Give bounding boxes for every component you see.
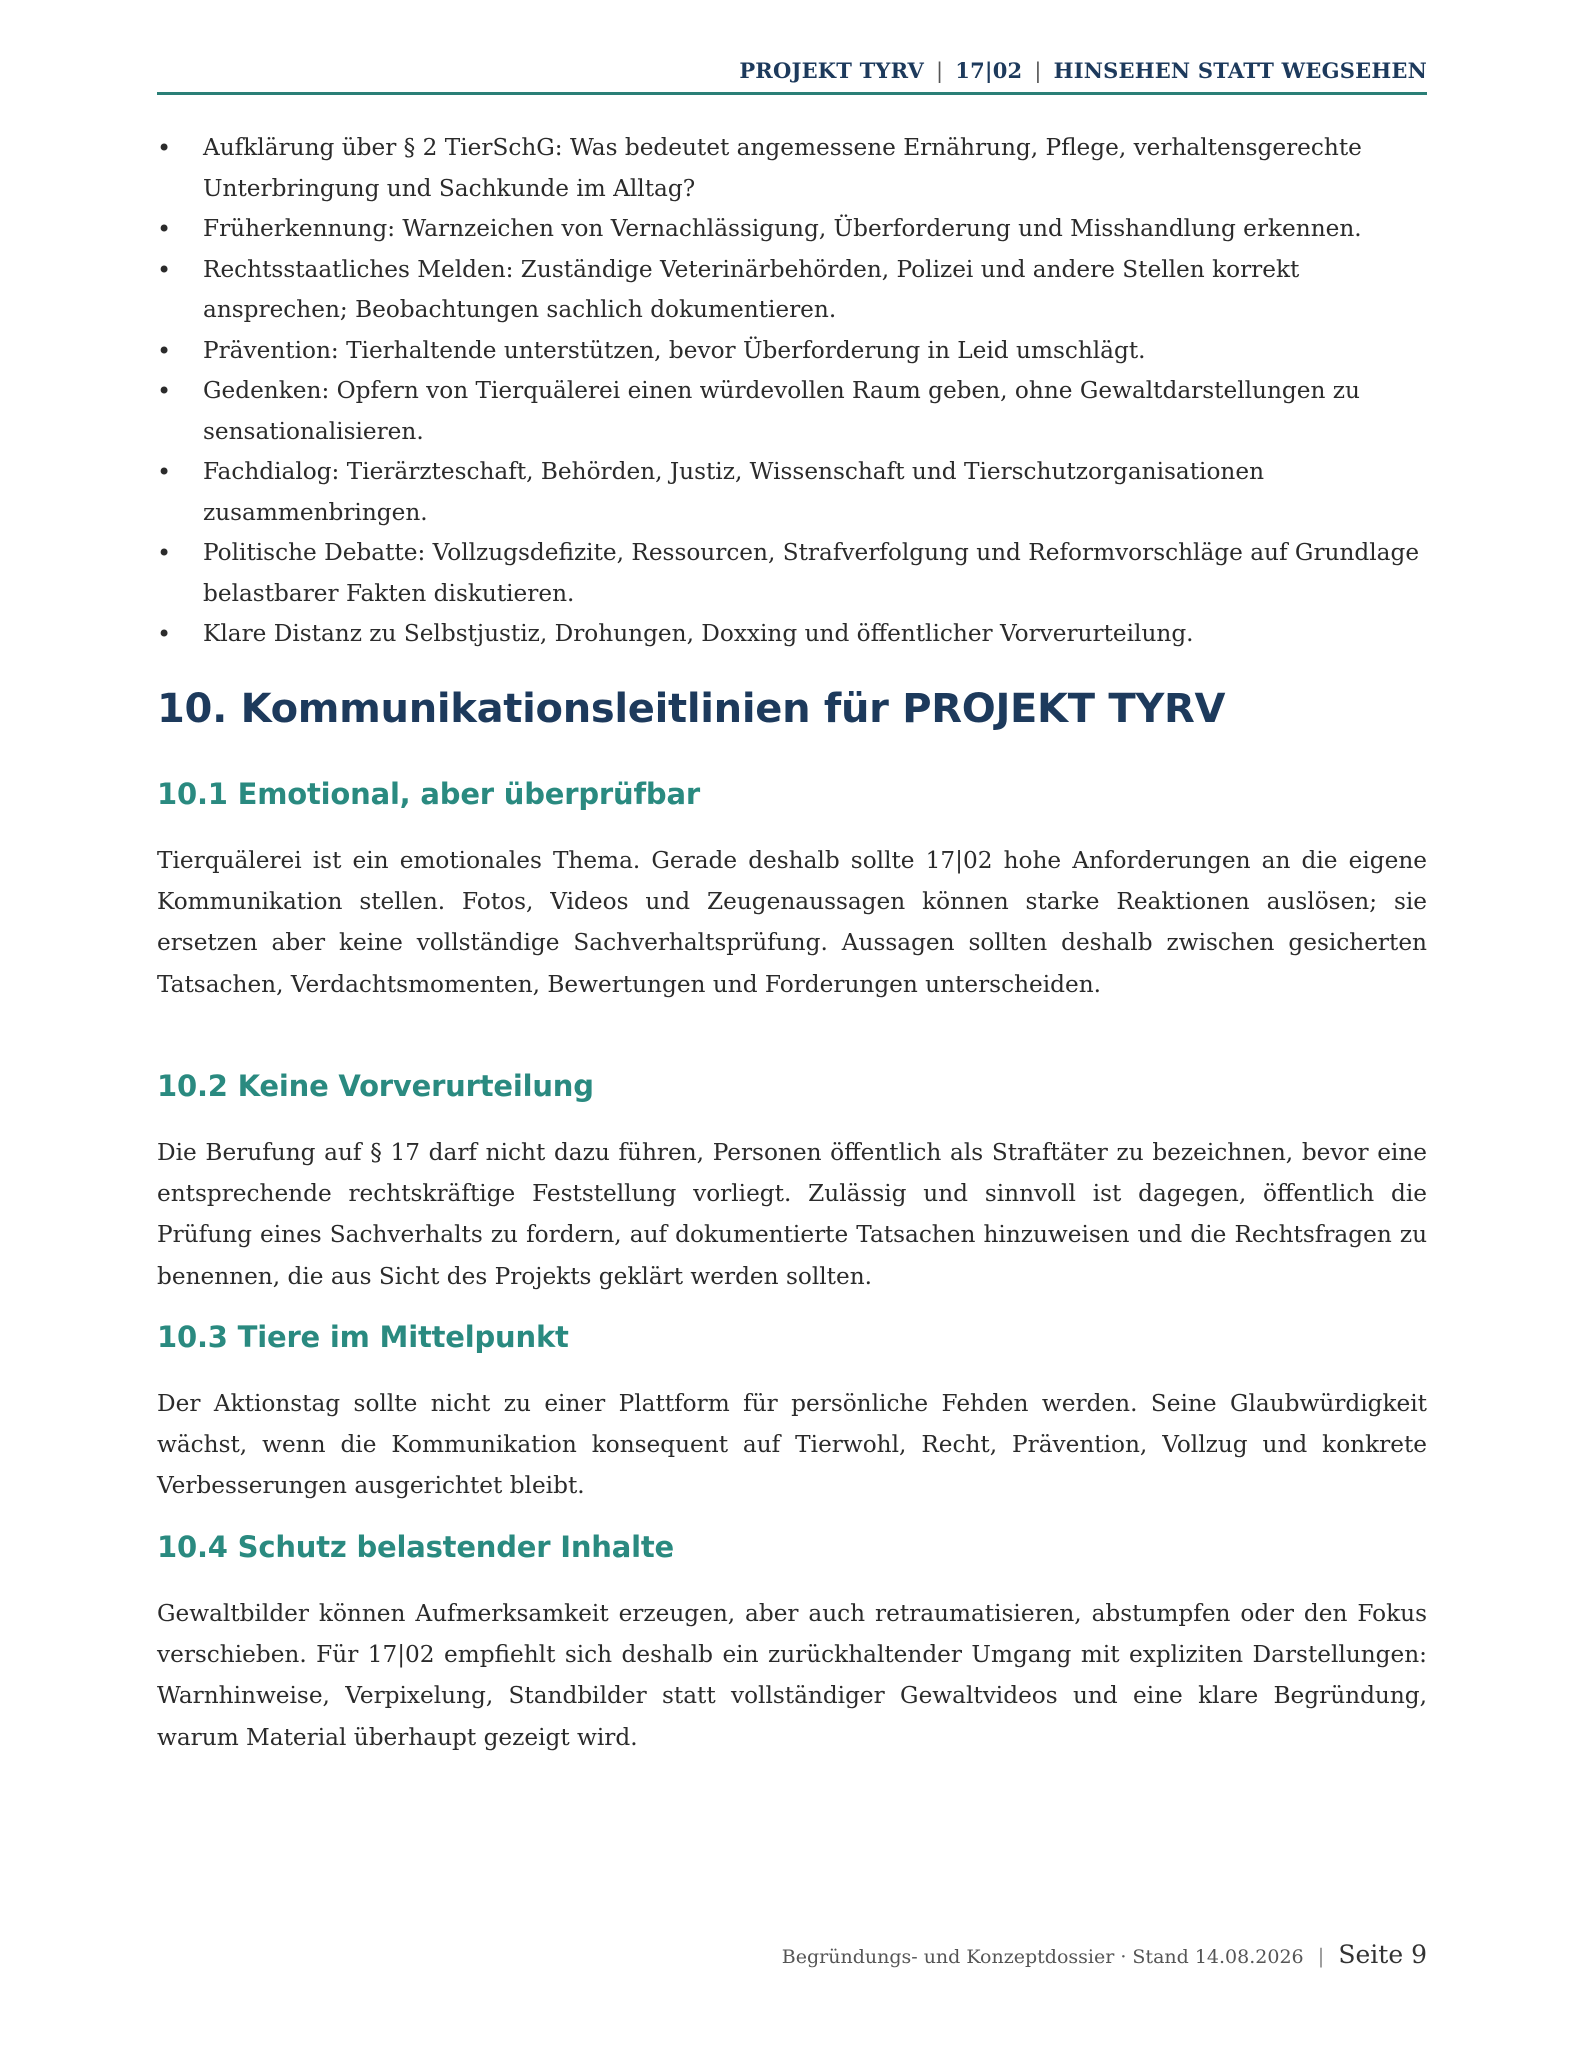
list-item-text: Klare Distanz zu Selbstjustiz, Drohungen, Doxxing und öffentlicher Vorverurteilung.	[203, 620, 1194, 647]
subsection-heading-10-4: 10.4 Schutz belastender Inhalte	[157, 1530, 674, 1564]
paragraph-10-3: Der Aktionstag sollte nicht zu einer Plattform für persönliche Fehden werden. Seine Glaubwürdigkeit wächst, wenn die Kommunikation konsequent auf Tierwohl, Recht, Prävention, Vollzug und konkrete Verbesserungen ausgerichtet bleibt.	[157, 1390, 1427, 1500]
header-date: 17|02	[955, 58, 1023, 83]
footer-separator: |	[1317, 1944, 1325, 1968]
subsection-heading-10-3: 10.3 Tiere im Mittelpunkt	[157, 1320, 569, 1354]
running-header	[157, 58, 1427, 95]
subsection-heading-10-1: 10.1 Emotional, aber überprüfbar	[157, 777, 700, 811]
list-item-text: Aufklärung über § 2 TierSchG: Was bedeutet angemessene Ernährung, Pflege, verhaltensgerechte Unterbringung und Sachkunde im Alltag?	[203, 134, 1362, 202]
header-project: PROJEKT TYRV	[739, 58, 924, 83]
paragraph-10-4: Gewaltbilder können Aufmerksamkeit erzeugen, aber auch retraumatisieren, abstumpfen oder den Fokus verschieben. Für 17|02 empfiehlt sich deshalb ein zurückhaltender Umgang mit expliziten Darstellungen: Warnhinweise, Verpixelung, Standbilder statt vollständiger Gewaltvideos und eine klare Begründung, warum Material überhaupt gezeigt wird.	[157, 1600, 1427, 1751]
list-item	[157, 331, 1427, 372]
bullet-icon: •	[157, 377, 172, 405]
list-item-text: Früherkennung: Warnzeichen von Vernachlässigung, Überforderung und Misshandlung erkennen.	[203, 215, 1362, 242]
section-heading: 10. Kommunikationsleitlinien für PROJEKT TYRV	[157, 686, 1226, 732]
header-motto: HINSEHEN STATT WEGSEHEN	[1053, 58, 1427, 83]
list-item	[157, 209, 1427, 250]
bullet-icon: •	[157, 620, 172, 648]
document-page	[157, 0, 1427, 2048]
list-item-text: Gedenken: Opfern von Tierquälerei einen würdevollen Raum geben, ohne Gewaltdarstellungen zu sensationalisieren.	[203, 377, 1360, 445]
paragraph-10-1: Tierquälerei ist ein emotionales Thema. Gerade deshalb sollte 17|02 hohe Anforderungen an die eigene Kommunikation stellen. Fotos, Videos und Zeugenaussagen können starke Reaktionen auslösen; sie ersetzen aber keine vollständige Sachverhaltsprüfung. Aussagen sollten deshalb zwischen gesicherten Tatsachen, Verdachtsmomenten, Bewertungen und Forderungen unterscheiden.	[157, 847, 1427, 998]
bullet-icon: •	[157, 539, 172, 567]
bullet-list	[157, 128, 1427, 655]
list-item	[157, 371, 1427, 452]
list-item	[157, 128, 1427, 209]
list-item-text: Prävention: Tierhaltende unterstützen, bevor Überforderung in Leid umschlägt.	[203, 336, 1146, 364]
page-number: Seite 9	[1338, 1940, 1427, 1969]
footer-label: Begründungs- und Konzeptdossier · Stand 14.08.2026	[781, 1946, 1304, 1968]
bullet-icon: •	[157, 215, 172, 243]
list-item-text: Fachdialog: Tierärzteschaft, Behörden, Justiz, Wissenschaft und Tierschutzorganisationen zusammenbringen.	[203, 458, 1265, 526]
list-item	[157, 250, 1427, 331]
paragraph-10-2: Die Berufung auf § 17 darf nicht dazu führen, Personen öffentlich als Straftäter zu bezeichnen, bevor eine entsprechende rechtskräftige Feststellung vorliegt. Zulässig und sinnvoll ist dagegen, öffentlich die Prüfung eines Sachverhalts zu fordern, auf dokumentierte Tatsachen hinzuweisen und die Rechtsfragen zu benennen, die aus Sicht des Projekts geklärt werden sollten.	[157, 1139, 1427, 1290]
subsection-heading-10-2: 10.2 Keine Vorverurteilung	[157, 1069, 594, 1103]
list-item	[157, 452, 1427, 533]
header-separator: |	[936, 59, 944, 83]
page-footer	[782, 1940, 1427, 1969]
bullet-icon: •	[157, 255, 172, 284]
list-item-text: Politische Debatte: Vollzugsdefizite, Ressourcen, Strafverfolgung und Reformvorschläge auf Grundlage belastbarer Fakten diskutieren.	[203, 539, 1420, 607]
bullet-icon: •	[157, 336, 172, 365]
bullet-icon: •	[157, 458, 172, 486]
bullet-icon: •	[157, 134, 172, 162]
header-separator: |	[1034, 59, 1042, 83]
list-item	[157, 533, 1427, 614]
list-item-text: Rechtsstaatliches Melden: Zuständige Veterinärbehörden, Polizei und andere Stellen korrekt ansprechen; Beobachtungen sachlich dokumentieren.	[203, 255, 1300, 323]
list-item	[157, 614, 1427, 655]
